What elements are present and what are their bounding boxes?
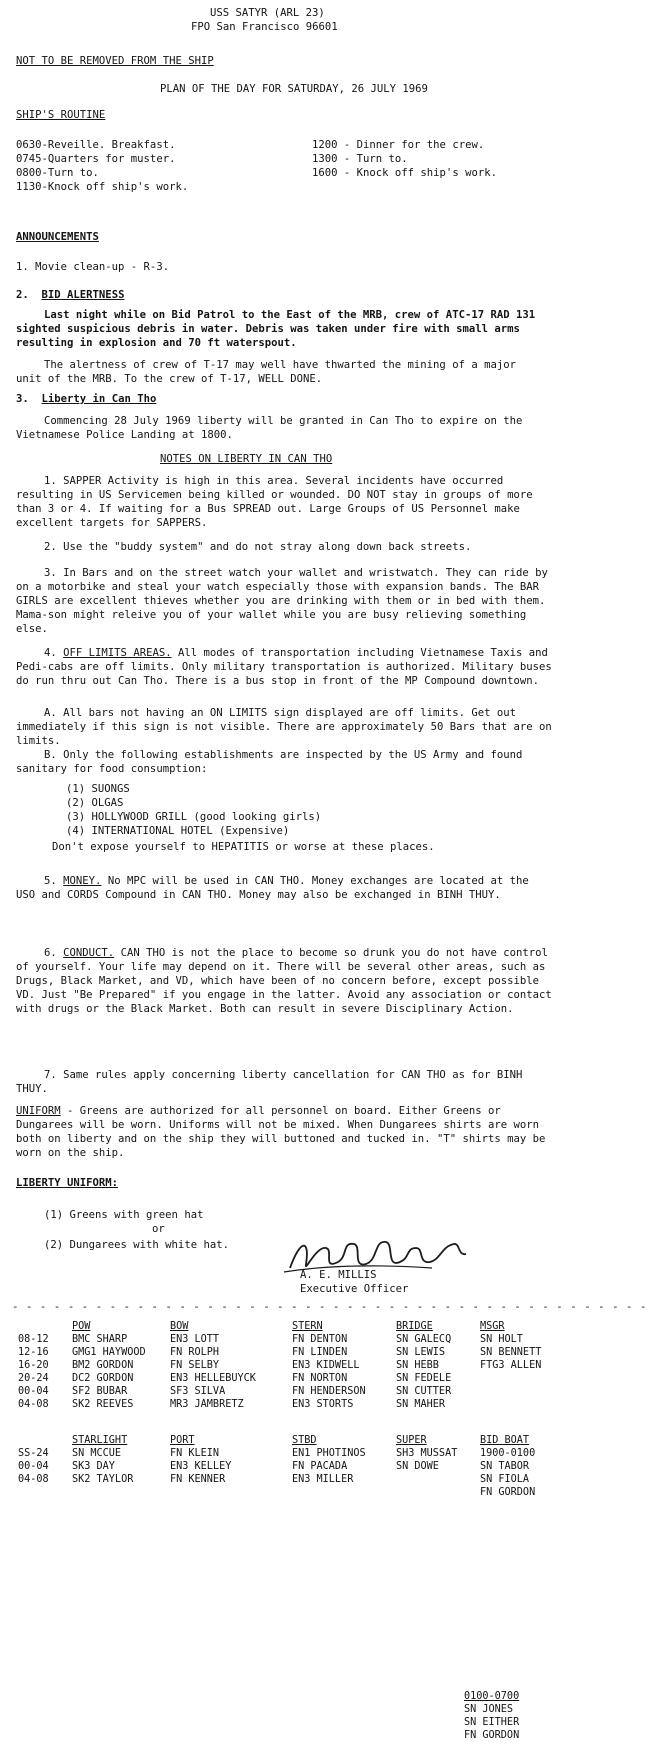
bid-alertness-title: BID ALERTNESS [41,289,125,301]
table-cell: FN GORDON [480,1487,536,1498]
bid-boat-crew: SN JONES [464,1704,514,1715]
establishment-item: (2) OLGAS [66,797,124,809]
table-row [18,1372,545,1385]
off-limits-body: All modes of transportation including Vietnamese Taxis and Pedi-cabs are off limits. Only military transportation is authorized. Military buses do run thru out Can Tho. There is a bus stop in front of the MP Compound downtown. [16,647,552,687]
table-row [18,1346,545,1359]
table-cell: EN3 HELLEBUYCK [170,1373,256,1384]
table-cell: SK3 DAY [72,1461,115,1472]
note-1: 1. SAPPER Activity is high in this area. Several incidents have occurred resulting in US Servicemen being killed or wounded. DO NOT stay in groups of more than 3 or 4. If waiting for a Bus SPREAD out. Large Groups of US Personnel make excellent targets for SAPPERS. [16,475,533,529]
table-cell: 12-16 [18,1347,49,1358]
column-header: POW [72,1321,91,1332]
note-6 [16,946,552,1016]
routine-item: 0630-Reveille. Breakfast. [16,139,176,151]
table-cell: SK2 TAYLOR [72,1474,134,1485]
ship-name: USS SATYR (ARL 23) [210,7,325,19]
note-7: 7. Same rules apply concerning liberty cancellation for CAN THO as for BINH THUY. [16,1069,523,1095]
liberty-title: Liberty in Can Tho [41,393,157,405]
routine-item: 0745-Quarters for muster. [16,153,176,165]
conduct-body: CAN THO is not the place to become so drunk you do not have control of yourself. Your life may depend on it. There will be several other areas, such as Drugs, Black Market, and VD, which have been of no concern before, except possible VD. Just "Be Prepared" if you engage in the latter. Avoid any association or contact with drugs or the Black Market. Both can result in severe Disciplinary Action. [16,947,552,1015]
bid-paragraph-1: Last night while on Bid Patrol to the East of the MRB, crew of ATC-17 RAD 131 sighted suspicious debris in water. Debris was taken under fire with small arms resulting in explosion and 70 ft waterspout. [16,309,536,349]
table-cell: EN1 PHOTINOS [292,1448,366,1459]
table-cell: 20-24 [18,1373,49,1384]
routine-item: 1130-Knock off ship's work. [16,181,189,193]
table-cell: 1900-0100 [480,1448,536,1459]
table-cell: 00-04 [18,1386,49,1397]
table-cell: SN HEBB [396,1360,439,1371]
uniform-option-2: (2) Dungarees with white hat. [44,1239,229,1251]
money-title: MONEY. [63,875,102,887]
announcement-2-title [16,288,124,302]
off-limits-title: OFF LIMITS AREAS. [63,647,172,659]
notes-heading: NOTES ON LIBERTY IN CAN THO [160,453,333,465]
table-cell: SN GALECQ [396,1334,452,1345]
establishment-item: (3) HOLLYWOOD GRILL (good looking girls) [66,811,322,823]
watch-bill-lower [18,1434,539,1499]
divider-dashes: - - - - - - - - - - - - - - - - - - - - - - - - - - - - - - - - - - - - - - - - - - - - - - [12,1301,647,1313]
table-cell: FN NORTON [292,1373,348,1384]
item-number: 6. [44,947,57,959]
uniform-option-1: (1) Greens with green hat [44,1209,204,1221]
bid-boat-crew: FN GORDON [464,1730,520,1741]
item-number: 4. [44,647,57,659]
table-cell: SN BENNETT [480,1347,542,1358]
note-b: B. Only the following establishments are inspected by the US Army and found sanitary for food consumption: [16,749,523,775]
liberty-paragraph: Commencing 28 July 1969 liberty will be granted in Can Tho to expire on the Vietnamese Police Landing at 1800. [16,415,523,441]
table-row [18,1359,545,1372]
table-cell: SF2 BUBAR [72,1386,128,1397]
routine-item: 1200 - Dinner for the crew. [312,139,485,151]
column-header: STBD [292,1435,317,1446]
item-number: 5. [44,875,57,887]
conduct-title: CONDUCT. [63,947,115,959]
table-cell: SN LEWIS [396,1347,446,1358]
note-3: 3. In Bars and on the street watch your wallet and wristwatch. They can ride by on a motorbike and steal your watch especially those with expansion bands. The BAR GIRLS are excellent thieves whether you are drinking with them or in bed with them. Mama-son might releive you of your wallet while you are busy relieving something else. [16,567,548,635]
routine-heading: SHIP'S ROUTINE [16,109,106,121]
table-cell: SN FEDELE [396,1373,452,1384]
watch-bill-upper [18,1320,545,1411]
table-cell: SK2 REEVES [72,1399,134,1410]
bid-paragraph-2: The alertness of crew of T-17 may well have thwarted the mining of a major unit of the MRB. To the crew of T-17, WELL DONE. [16,359,516,385]
establishment-list [66,782,321,838]
fpo-address: FPO San Francisco 96601 [191,21,338,33]
officer-name: A. E. MILLIS [300,1269,377,1281]
table-cell: EN3 MILLER [292,1474,354,1485]
routine-item: 0800-Turn to. [16,167,99,179]
table-header-row [18,1434,539,1447]
bid-boat-crew: SN EITHER [464,1717,520,1728]
column-header: SUPER [396,1435,427,1446]
uniform-paragraph [16,1104,552,1160]
table-header-row [18,1320,545,1333]
note-4 [16,646,552,688]
table-cell: FN DENTON [292,1334,348,1345]
column-header: STERN [292,1321,323,1332]
table-row [18,1473,539,1486]
uniform-or: or [152,1223,165,1235]
table-row [18,1333,545,1346]
table-cell: EN3 LOTT [170,1334,220,1345]
table-cell: MR3 JAMBRETZ [170,1399,244,1410]
table-cell: FN HENDERSON [292,1386,366,1397]
column-header: PORT [170,1435,195,1446]
table-cell [480,1398,545,1411]
uniform-body: - Greens are authorized for all personnel on board. Either Greens or Dungarees will be worn. Uniforms will not be mixed. When Dungarees shirts are worn both on liberty and on the ship they will buttoned and tucked in. "T" shirts may be worn on the ship. [16,1105,546,1159]
table-cell: FN KLEIN [170,1448,220,1459]
table-cell: SH3 MUSSAT [396,1448,458,1459]
bid-boat-time: 0100-0700 [464,1691,520,1702]
table-cell: FN LINDEN [292,1347,348,1358]
table-cell: FTG3 ALLEN [480,1360,542,1371]
table-cell [396,1473,480,1486]
plan-title: PLAN OF THE DAY FOR SATURDAY, 26 JULY 1969 [160,83,428,95]
announcement-1: 1. Movie clean-up - R-3. [16,261,170,273]
table-cell: 04-08 [18,1474,49,1485]
routine-left [16,138,188,194]
uniform-title: UNIFORM [16,1105,61,1117]
note-2: 2. Use the "buddy system" and do not stray along down back streets. [44,541,472,553]
establishment-item: (4) INTERNATIONAL HOTEL (Expensive) [66,825,290,837]
table-row [18,1447,539,1460]
note-a: A. All bars not having an ON LIMITS sign displayed are off limits. Get out immediately if this sign is not visible. There are approximately 50 Bars that are on limits. [16,707,552,747]
officer-title: Executive Officer [300,1283,409,1295]
table-cell: 04-08 [18,1399,49,1410]
table-cell: SN CUTTER [396,1386,452,1397]
table-cell: FN KENNER [170,1474,226,1485]
table-cell: FN ROLPH [170,1347,220,1358]
column-header: BID BOAT [480,1435,530,1446]
column-header: BRIDGE [396,1321,433,1332]
liberty-uniform-heading: LIBERTY UNIFORM: [16,1177,119,1189]
routine-right [312,138,497,180]
table-cell: SN FIOLA [480,1474,530,1485]
table-cell: 00-04 [18,1461,49,1472]
routine-item: 1600 - Knock off ship's work. [312,167,497,179]
table-cell: DC2 GORDON [72,1373,134,1384]
column-header [18,1320,72,1333]
table-cell: EN3 STORTS [292,1399,354,1410]
note-5 [16,874,552,902]
establishment-item: (1) SUONGS [66,783,130,795]
table-cell: SN HOLT [480,1334,523,1345]
table-cell: FN SELBY [170,1360,220,1371]
table-row [18,1486,539,1499]
bid-boat-second-shift [464,1690,519,1742]
table-cell: BMC SHARP [72,1334,128,1345]
table-cell: 08-12 [18,1334,49,1345]
table-row [18,1385,545,1398]
announcements-heading: ANNOUNCEMENTS [16,231,99,243]
table-cell: SN DOWE [396,1461,439,1472]
table-cell [292,1486,396,1499]
table-cell [396,1486,480,1499]
table-cell: SN TABOR [480,1461,530,1472]
table-cell [480,1372,545,1385]
column-header: MSGR [480,1321,505,1332]
table-cell: BM2 GORDON [72,1360,134,1371]
table-cell: GMG1 HAYWOOD [72,1347,146,1358]
item-number: 2. [16,289,29,301]
table-cell: SS-24 [18,1448,49,1459]
table-cell: SN MAHER [396,1399,446,1410]
table-cell: SN MCCUE [72,1448,122,1459]
table-cell [480,1385,545,1398]
column-header [18,1434,72,1447]
column-header: STARLIGHT [72,1435,128,1446]
table-cell: EN3 KELLEY [170,1461,232,1472]
money-body: No MPC will be used in CAN THO. Money exchanges are located at the USO and CORDS Compound in CAN THO. Money may also be exchanged in BINH THUY. [16,875,529,901]
announcement-3-title [16,392,156,406]
table-cell: FN PACADA [292,1461,348,1472]
routine-item: 1300 - Turn to. [312,153,408,165]
notice-line: NOT TO BE REMOVED FROM THE SHIP [16,55,214,67]
table-cell: 16-20 [18,1360,49,1371]
item-number: 3. [16,393,29,405]
table-cell [18,1486,72,1499]
hepatitis-warning: Don't expose yourself to HEPATITIS or worse at these places. [52,841,435,853]
column-header: BOW [170,1321,189,1332]
table-row [18,1460,539,1473]
table-cell [72,1486,170,1499]
table-cell: EN3 KIDWELL [292,1360,360,1371]
table-row [18,1398,545,1411]
table-cell: SF3 SILVA [170,1386,226,1397]
table-cell [170,1486,292,1499]
